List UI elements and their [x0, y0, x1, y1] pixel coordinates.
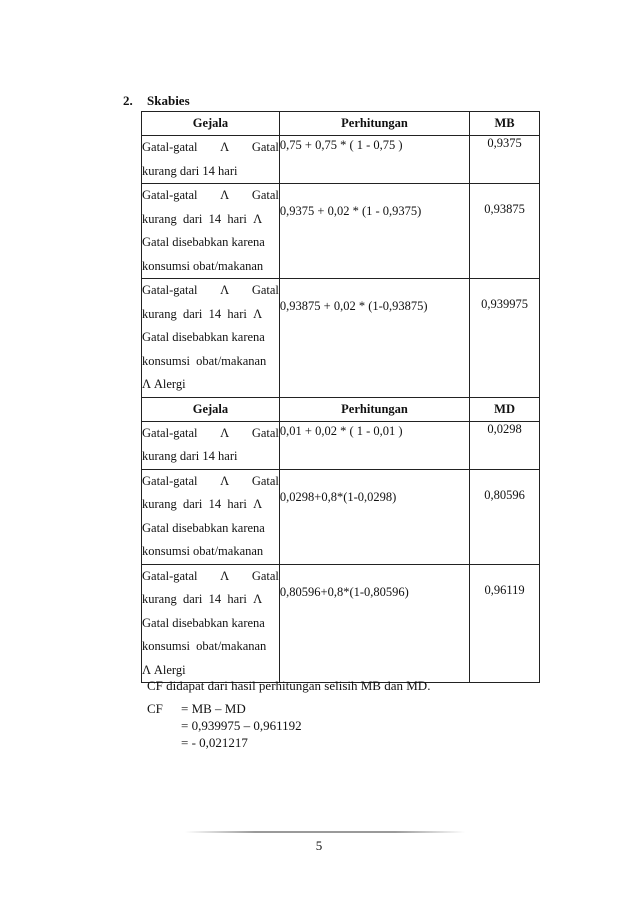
perhitungan-cell: 0,75 + 0,75 * ( 1 - 0,75 ) — [279, 136, 469, 184]
gejala-line: kurang dari 14 hari — [142, 163, 238, 178]
perhitungan-cell: 0,01 + 0,02 * ( 1 - 0,01 ) — [279, 421, 469, 469]
gejala-line: Gatal disebabkan karena — [142, 615, 265, 630]
mb-header-value: MB — [470, 112, 540, 136]
gejala-line: konsumsi obat/makanan — [142, 353, 267, 368]
md-value-cell: 0,80596 — [470, 469, 540, 564]
gejala-line: Gatal disebabkan karena — [142, 520, 265, 535]
md-row — [142, 421, 540, 469]
perhitungan-cell: 0,80596+0,8*(1-0,80596) — [279, 564, 469, 683]
gejala-line: kurang dari 14 hari — [142, 449, 238, 463]
gejala-line: Gatal-gatal Λ Gatal — [142, 188, 279, 202]
certainty-factor-table — [141, 111, 540, 683]
mb-row — [142, 184, 540, 279]
cf-line — [147, 717, 302, 734]
cf-substitution: = 0,939975 – 0,961192 — [181, 718, 302, 733]
gejala-line: kurang dari 14 hari Λ — [142, 592, 263, 606]
gejala-line: Λ Alergi — [142, 377, 186, 391]
mb-header-gejala: Gejala — [142, 112, 280, 136]
gejala-cell — [142, 279, 280, 398]
gejala-cell — [142, 469, 280, 564]
gejala-line: kurang dari 14 hari Λ — [142, 306, 263, 321]
section-heading — [123, 93, 190, 109]
mb-value-cell: 0,93875 — [470, 184, 540, 279]
cf-line — [147, 734, 302, 751]
gejala-line: konsumsi obat/makanan — [142, 639, 267, 653]
page-number: 5 — [315, 838, 323, 853]
mb-value-cell: 0,9375 — [470, 136, 540, 184]
cf-label: CF — [147, 701, 163, 716]
cf-result: = - 0,021217 — [181, 735, 248, 750]
md-value-cell: 0,0298 — [470, 421, 540, 469]
md-row — [142, 564, 540, 683]
mb-header-row — [142, 112, 540, 136]
md-header-perhitungan: Perhitungan — [279, 397, 469, 421]
gejala-line: konsumsi obat/makanan — [142, 544, 264, 558]
md-header-gejala: Gejala — [142, 397, 280, 421]
gejala-line: konsumsi obat/makanan — [142, 258, 264, 273]
footer-divider — [185, 831, 465, 833]
gejala-line: Gatal disebabkan karena — [142, 235, 265, 249]
section-title: Skabies — [147, 93, 190, 108]
gejala-line: Gatal-gatal Λ Gatal — [142, 568, 279, 583]
gejala-cell — [142, 136, 280, 184]
cf-calculation — [147, 700, 302, 751]
mb-header-perhitungan: Perhitungan — [279, 112, 469, 136]
perhitungan-cell: 0,93875 + 0,02 * (1-0,93875) — [279, 279, 469, 398]
perhitungan-cell: 0,0298+0,8*(1-0,0298) — [279, 469, 469, 564]
gejala-line: Gatal-gatal Λ Gatal — [142, 425, 279, 440]
md-header-row — [142, 397, 540, 421]
gejala-line: kurang dari 14 hari Λ — [142, 497, 263, 511]
md-value-cell: 0,96119 — [470, 564, 540, 683]
md-header-value: MD — [470, 397, 540, 421]
gejala-line: Λ Alergi — [142, 662, 186, 677]
mb-value-cell: 0,939975 — [470, 279, 540, 398]
section-number: 2. — [123, 93, 133, 108]
cf-line — [147, 700, 302, 717]
gejala-line: Gatal-gatal Λ Gatal — [142, 140, 279, 154]
mb-row — [142, 279, 540, 398]
gejala-cell — [142, 421, 280, 469]
cf-note: CF didapat dari hasil perhitungan selisih MB dan MD. — [147, 678, 431, 693]
perhitungan-cell: 0,9375 + 0,02 * (1 - 0,9375) — [279, 184, 469, 279]
mb-row — [142, 136, 540, 184]
gejala-line: Gatal-gatal Λ Gatal — [142, 473, 279, 488]
gejala-cell — [142, 184, 280, 279]
gejala-cell — [142, 564, 280, 683]
md-row — [142, 469, 540, 564]
gejala-line: kurang dari 14 hari Λ — [142, 211, 263, 226]
cf-formula: = MB – MD — [181, 701, 246, 716]
gejala-line: Gatal-gatal Λ Gatal — [142, 283, 279, 297]
gejala-line: Gatal disebabkan karena — [142, 330, 265, 344]
